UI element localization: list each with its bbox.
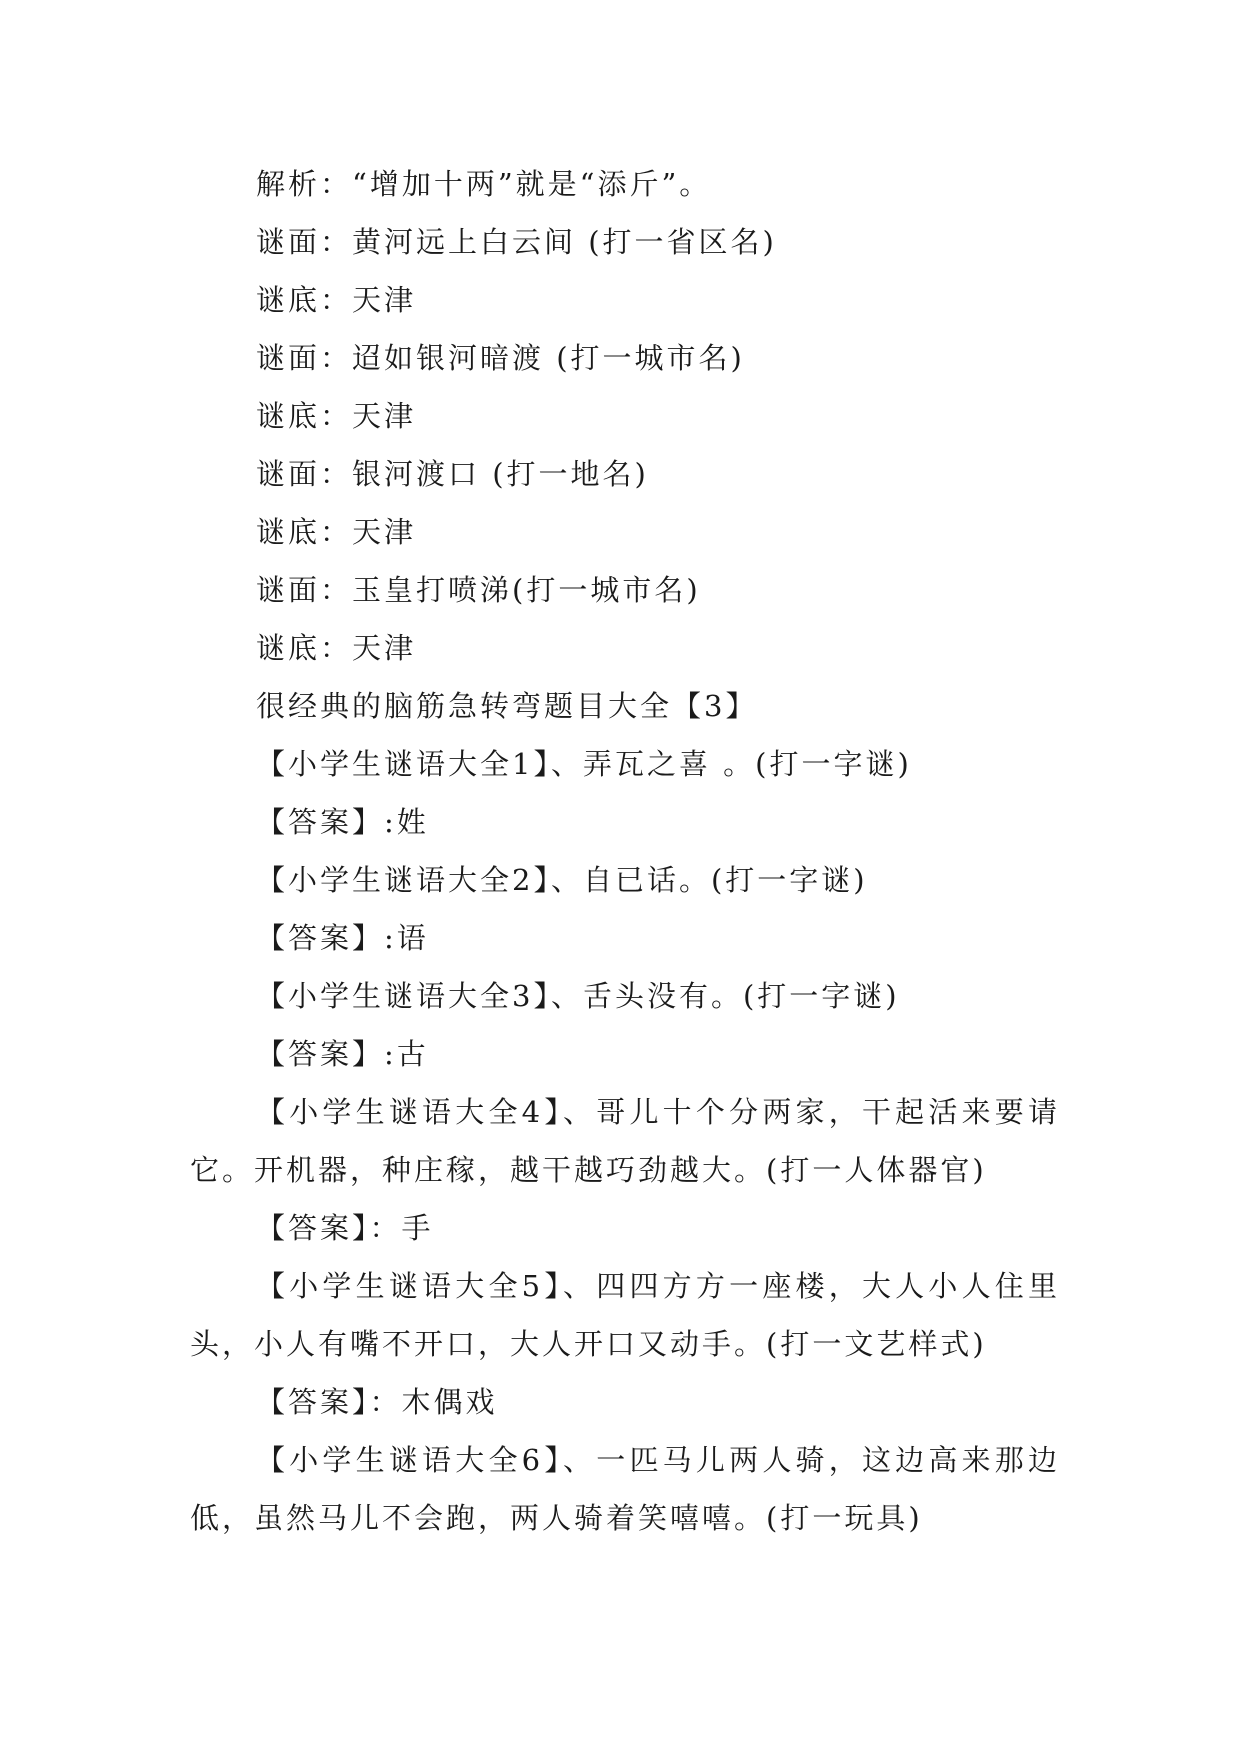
paragraph-kid-answer-5: 【答案】：木偶戏 [256, 1385, 498, 1419]
document-body [190, 155, 1060, 1547]
paragraph-analysis: 解析：“增加十两”就是“添斤”。 [256, 167, 712, 201]
paragraph-riddle-1: 谜面：黄河远上白云间 (打一省区名) [256, 225, 777, 259]
paragraph-answer-4: 谜底：天津 [256, 631, 417, 665]
paragraph-kid-riddle-6: 【小学生谜语大全6】、一匹马儿两人骑，这边高来那边低，虽然马儿不会跑，两人骑着笑嘻嘻。(打一玩具) [190, 1443, 1060, 1535]
paragraph-answer-2: 谜底：天津 [256, 399, 417, 433]
paragraph-riddle-3: 谜面：银河渡口 (打一地名) [256, 457, 649, 491]
paragraph-kid-answer-1: 【答案】:姓 [256, 805, 429, 839]
section-heading: 很经典的脑筋急转弯题目大全【3】 [256, 689, 758, 723]
paragraph-kid-riddle-3: 【小学生谜语大全3】、舌头没有。(打一字谜) [256, 979, 900, 1013]
paragraph-kid-answer-3: 【答案】:古 [256, 1037, 429, 1071]
paragraph-kid-riddle-1: 【小学生谜语大全1】、弄瓦之喜 。(打一字谜) [256, 747, 912, 781]
paragraph-answer-1: 谜底：天津 [256, 283, 417, 317]
paragraph-riddle-2: 谜面：迢如银河暗渡 (打一城市名) [256, 341, 745, 375]
paragraph-kid-riddle-5: 【小学生谜语大全5】、四四方方一座楼，大人小人住里头，小人有嘴不开口，大人开口又动手。(打一文艺样式) [190, 1269, 1060, 1361]
paragraph-kid-riddle-2: 【小学生谜语大全2】、自已话。(打一字谜) [256, 863, 868, 897]
paragraph-kid-answer-2: 【答案】:语 [256, 921, 429, 955]
paragraph-answer-3: 谜底：天津 [256, 515, 417, 549]
paragraph-riddle-4: 谜面：玉皇打喷涕(打一城市名) [256, 573, 701, 607]
paragraph-kid-riddle-4: 【小学生谜语大全4】、哥儿十个分两家，干起活来要请它。开机器，种庄稼，越干越巧劲越大。(打一人体器官) [190, 1095, 1060, 1187]
paragraph-kid-answer-4: 【答案】：手 [256, 1211, 434, 1245]
